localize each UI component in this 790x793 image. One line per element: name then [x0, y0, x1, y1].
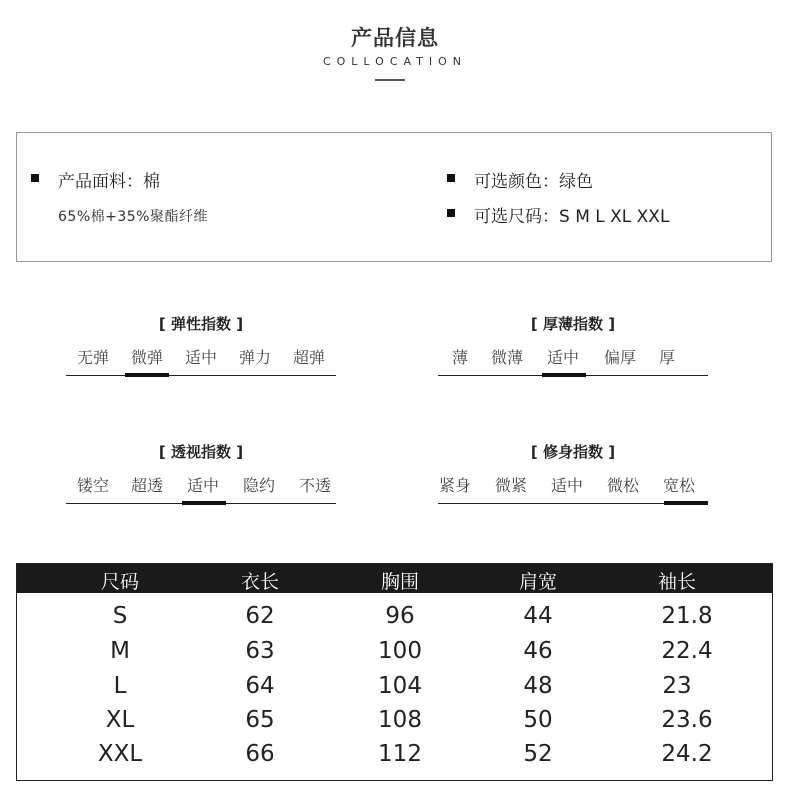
table-cell: 21.8	[661, 603, 713, 629]
index-option: 宽松	[662, 476, 695, 495]
bullet-icon	[31, 174, 39, 182]
table-cell: 46	[523, 638, 553, 664]
table-cell: M	[110, 638, 130, 664]
index-option: 微紧	[494, 476, 527, 495]
table-cell: XL	[105, 707, 135, 733]
table-header	[17, 564, 772, 593]
index-title: [ 厚薄指数 ]	[530, 315, 616, 333]
table-cell: 63	[245, 638, 275, 664]
index-title: [ 透视指数 ]	[158, 443, 244, 461]
index-option: 不透	[298, 476, 331, 495]
table-cell: 112	[378, 741, 422, 767]
index-option: 适中	[186, 476, 219, 495]
table-cell: 65	[245, 707, 275, 733]
index-option: 适中	[546, 348, 579, 367]
column-header: 肩宽	[518, 571, 557, 593]
table-row	[17, 673, 772, 707]
table-row	[17, 638, 772, 672]
table-row	[17, 741, 772, 775]
fabric-label: 产品面料：棉	[58, 172, 160, 192]
table-cell: 64	[245, 673, 275, 699]
table-cell: 44	[523, 603, 553, 629]
index-option: 无弹	[76, 348, 109, 367]
index-selected-marker	[542, 373, 586, 377]
index-option: 适中	[184, 348, 217, 367]
sizes-label: 可选尺码：S M L XL XXL	[474, 207, 670, 227]
column-header: 衣长	[240, 571, 279, 593]
column-header: 胸围	[380, 571, 419, 593]
table-cell: XXL	[97, 741, 143, 767]
index-scale-line	[66, 375, 336, 376]
size-table	[16, 563, 773, 781]
index-option: 超弹	[292, 348, 325, 367]
table-row	[17, 707, 772, 741]
title-divider	[375, 79, 405, 81]
page-title: 产品信息	[351, 26, 439, 50]
index-option: 薄	[451, 348, 468, 367]
index-option: 适中	[550, 476, 583, 495]
table-cell: 50	[523, 707, 553, 733]
fit-index	[438, 441, 708, 511]
bullet-icon	[447, 174, 455, 182]
table-cell: 104	[378, 673, 422, 699]
index-title: [ 弹性指数 ]	[158, 315, 244, 333]
transparency-index	[66, 441, 336, 511]
column-header: 尺码	[100, 571, 139, 593]
index-selected-marker	[182, 501, 226, 505]
column-header: 袖长	[657, 571, 696, 593]
table-cell: 24.2	[661, 741, 713, 767]
index-option: 偏厚	[603, 348, 636, 367]
index-option: 镂空	[76, 476, 109, 495]
table-cell: L	[113, 673, 127, 699]
table-cell: 96	[385, 603, 415, 629]
table-cell: 52	[523, 741, 553, 767]
index-option: 隐约	[242, 476, 275, 495]
elasticity-index	[66, 313, 336, 383]
table-cell: S	[112, 603, 128, 629]
color-label: 可选颜色：绿色	[474, 172, 593, 192]
index-option: 超透	[130, 476, 163, 495]
table-cell: 100	[378, 638, 422, 664]
table-cell: 66	[245, 741, 275, 767]
fabric-composition: 65%棉+35%聚酯纤维	[58, 209, 208, 225]
table-cell: 22.4	[661, 638, 713, 664]
table-cell: 48	[523, 673, 553, 699]
table-cell: 62	[245, 603, 275, 629]
index-title: [ 修身指数 ]	[530, 443, 616, 461]
bullet-icon	[447, 209, 455, 217]
table-cell: 108	[378, 707, 422, 733]
index-selected-marker	[664, 501, 708, 505]
index-option: 微弹	[130, 348, 163, 367]
index-option: 微薄	[490, 348, 523, 367]
index-option: 紧身	[438, 476, 471, 495]
table-row	[17, 603, 772, 637]
index-selected-marker	[125, 373, 169, 377]
product-info-box	[16, 132, 772, 262]
index-option: 厚	[658, 348, 675, 367]
page-subtitle: COLLOCATION	[322, 55, 468, 68]
table-cell: 23.6	[661, 707, 713, 733]
index-option: 弹力	[238, 348, 271, 367]
thickness-index	[438, 313, 708, 383]
table-cell: 23	[662, 673, 692, 699]
index-option: 微松	[606, 476, 639, 495]
